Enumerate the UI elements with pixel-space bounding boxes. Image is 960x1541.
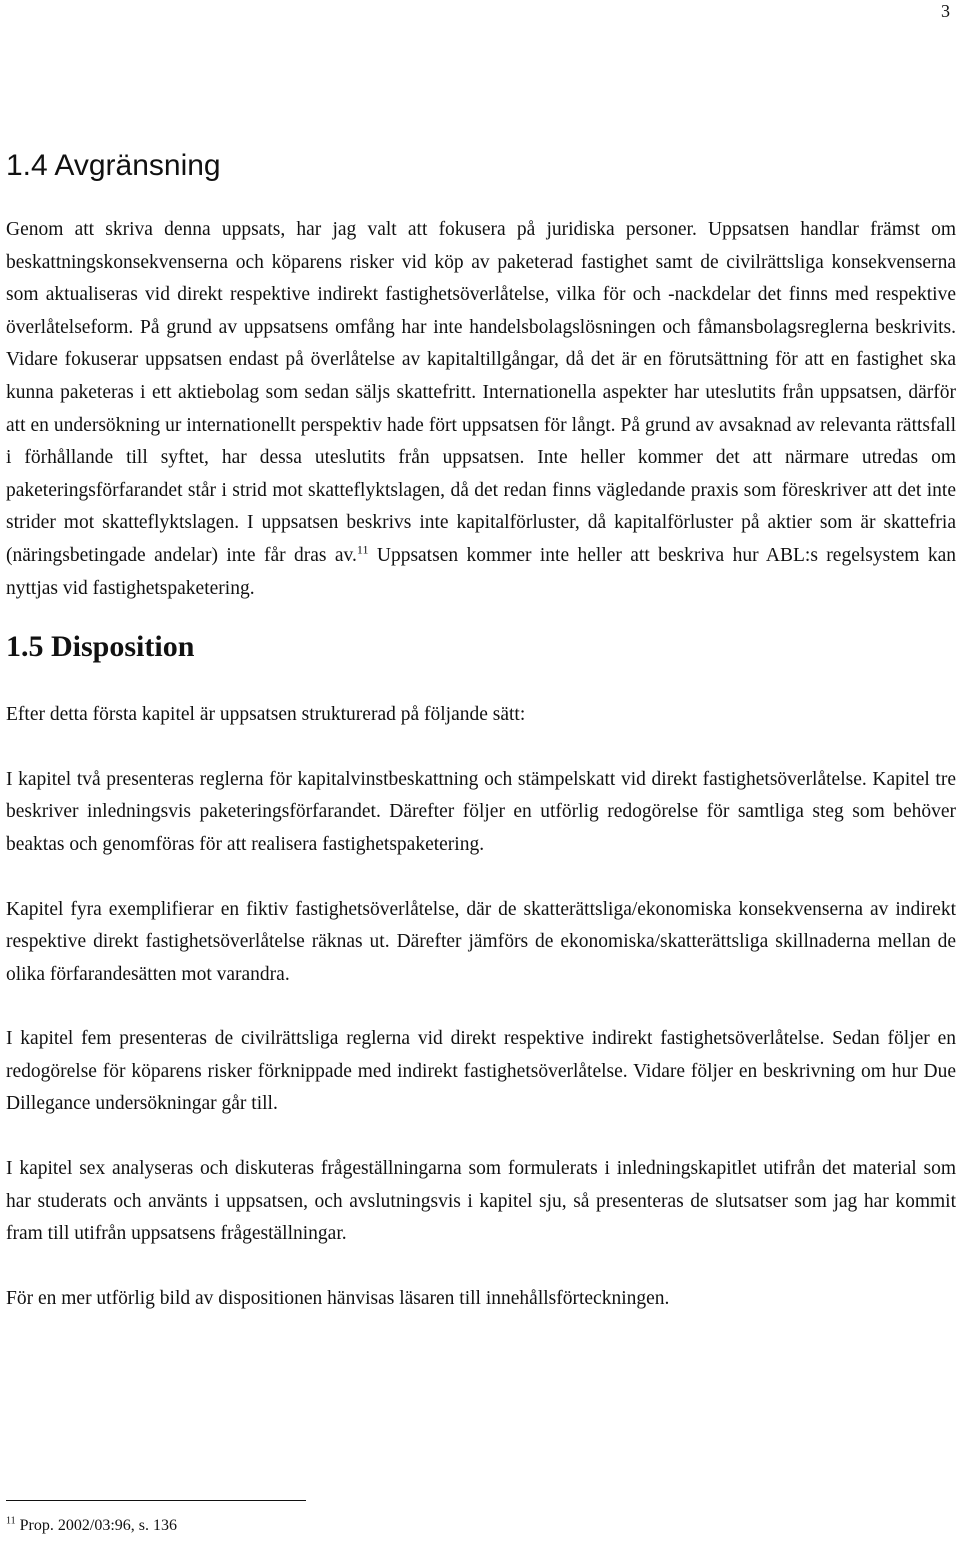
paragraph-disposition-outro: För en mer utförlig bild av dispositionen hänvisas läsaren till innehållsförteckningen.: [6, 1287, 670, 1309]
paragraph-avgransning: [6, 214, 956, 605]
footnote-number: 11: [6, 1515, 16, 1527]
footnote: [6, 1516, 177, 1536]
paragraph-text: Genom att skriva denna uppsats, har jag valt att fokusera på juridiska personer. Uppsatsen handlar främst om beskattningskonsekvenserna och köparens risker vid köp av paketerad fastighet samt de civilrättsliga konsekvenserna som aktualiseras vid direkt respektive indirekt fastighetsöverlåtelse, vilka för och -nackdelar det finns med respektive överlåtelseform. På grund av uppsatsens omfång har inte handelsbolagslösningen och fåmansbolagsreglerna beskrivits. Vidare fokuserar uppsatsen endast på överlåtelse av kapitaltillgångar, då det är en förutsättning för att en fastighet ska kunna paketeras i ett aktiebolag som sedan säljs skattefritt. Internationella aspekter har uteslutits från uppsatsen, därför att en undersökning ur internationellt perspektiv hade fört uppsatsen för långt. På grund av avsaknad av relevanta rättsfall i förhållande till syftet, har dessa uteslutits från uppsatsen. Inte heller kommer det att närmare utredas om paketeringsförfarandet står i strid mot skatteflyktslagen, då det redan finns vägledande praxis som föreskriver att det inte strider mot skatteflyktslagen. I uppsatsen beskrivs inte kapitalförluster, då kapitalförluster på aktier som är skattefria (näringsbetingade andelar) inte får dras av.: [6, 219, 956, 566]
section-heading-avgransning: 1.4 Avgränsning: [6, 149, 221, 182]
footnote-text: Prop. 2002/03:96, s. 136: [15, 1517, 177, 1534]
paragraph-disposition-chapter-4: Kapitel fyra exemplifierar en fiktiv fastighetsöverlåtelse, där de skatterättsliga/ekonomiska konsekvenserna av indirekt respektive direkt fastighetsöverlåtelse räknas ut. Därefter jämförs de ekonomiska/skatterättsliga skillnaderna mellan de olika förfarandesätten mot varandra.: [6, 898, 956, 985]
page-number: 3: [941, 1, 950, 21]
footnote-divider: [6, 1500, 306, 1501]
paragraph-text: Uppsatsen kommer inte heller att beskriva hur ABL:s regelsystem kan nyttjas vid fastighetspaketering.: [6, 544, 956, 599]
paragraph-disposition-chapter-5: I kapitel fem presenteras de civilrättsliga reglerna vid direkt respektive indirekt fastighetsöverlåtelse. Sedan följer en redogörelse för köparens risker förknippade med indirekt fastighetsöverlåtelse. Vidare följer en beskrivning om hur Due Dillegance undersökningar går till.: [6, 1028, 956, 1115]
paragraph-disposition-intro: Efter detta första kapitel är uppsatsen strukturerad på följande sätt:: [6, 704, 526, 726]
section-heading-disposition: 1.5 Disposition: [6, 630, 195, 664]
page-content: [6, 144, 956, 1315]
paragraph-disposition-chapter-2-3: I kapitel två presenteras reglerna för kapitalvinstbeskattning och stämpelskatt vid direkt fastighetsöverlåtelse. Kapitel tre beskriver inledningsvis paketeringsförfarandet. Därefter följer en utförlig redogörelse för samtliga steg som behöver beaktas och genomföras för att realisera fastighetspaketering.: [6, 768, 956, 855]
footnote-reference[interactable]: 11: [356, 542, 369, 557]
paragraph-disposition-chapter-6-7: I kapitel sex analyseras och diskuteras frågeställningarna som formulerats i inledningskapitlet utifrån det material som har studerats och använts i uppsatsen, och avslutningsvis i kapitel sju, så presenteras de slutsatser som jag har kommit fram till utifrån uppsatsens frågeställningar.: [6, 1158, 956, 1245]
